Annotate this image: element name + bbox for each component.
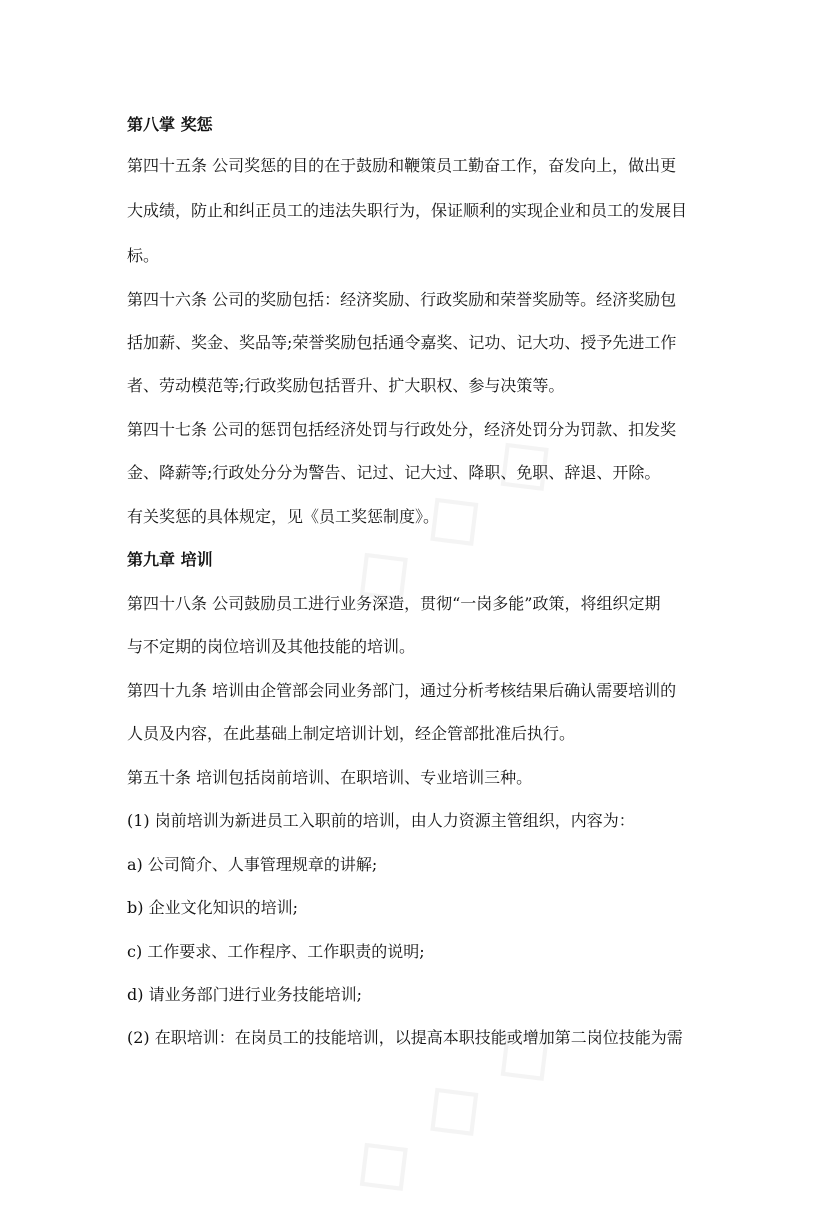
- article-47-line-1: 第四十七条 公司的惩罚包括经济处罚与行政处分，经济处罚分为罚款、扣发奖: [127, 420, 677, 439]
- chapter-9-heading: 第九章 培训: [127, 550, 213, 569]
- article-45-line-2: 大成绩，防止和纠正员工的违法失职行为，保证顺利的实现企业和员工的发展目: [127, 201, 688, 220]
- on-job-training-item: (2) 在职培训：在岗员工的技能培训，以提高本职技能或增加第二岗位技能为需: [127, 1028, 683, 1047]
- article-47-line-2: 金、降薪等;行政处分分为警告、记过、记大过、降职、免职、辞退、开除。: [127, 463, 661, 482]
- article-49-line-2: 人员及内容，在此基础上制定培训计划，经企管部批准后执行。: [127, 724, 576, 743]
- article-45-line-3: 标。: [127, 246, 160, 265]
- article-48-line-2: 与不定期的岗位培训及其他技能的培训。: [127, 637, 416, 656]
- article-46-line-3: 者、劳动模范等;行政奖励包括晋升、扩大职权、参与决策等。: [127, 376, 565, 395]
- pre-job-training-item: (1) 岗前培训为新进员工入职前的培训，由人力资源主管组织，内容为：: [127, 811, 635, 830]
- reward-rules-reference: 有关奖惩的具体规定，见《员工奖惩制度》。: [127, 507, 440, 526]
- article-49-line-1: 第四十九条 培训由企管部会同业务部门，通过分析考核结果后确认需要培训的: [127, 681, 677, 700]
- list-item-c: c) 工作要求、工作程序、工作职责的说明;: [127, 942, 425, 961]
- list-item-d: d) 请业务部门进行业务技能培训;: [127, 985, 362, 1004]
- article-46-line-1: 第四十六条 公司的奖励包括：经济奖励、行政奖励和荣誉奖励等。经济奖励包: [127, 290, 677, 309]
- list-item-a: a) 公司简介、人事管理规章的讲解;: [127, 855, 378, 874]
- article-50-line: 第五十条 培训包括岗前培训、在职培训、专业培训三种。: [127, 768, 533, 787]
- list-item-b: b) 企业文化知识的培训;: [127, 898, 298, 917]
- article-48-line-1: 第四十八条 公司鼓励员工进行业务深造，贯彻“一岗多能”政策，将组织定期: [127, 594, 661, 613]
- article-46-line-2: 括加薪、奖金、奖品等;荣誉奖励包括通令嘉奖、记功、记大功、授予先进工作: [127, 333, 677, 352]
- article-45-line-1: 第四十五条 公司奖惩的目的在于鼓励和鞭策员工勤奋工作，奋发向上，做出更: [127, 156, 677, 175]
- chapter-8-heading: 第八掌 奖惩: [127, 115, 213, 134]
